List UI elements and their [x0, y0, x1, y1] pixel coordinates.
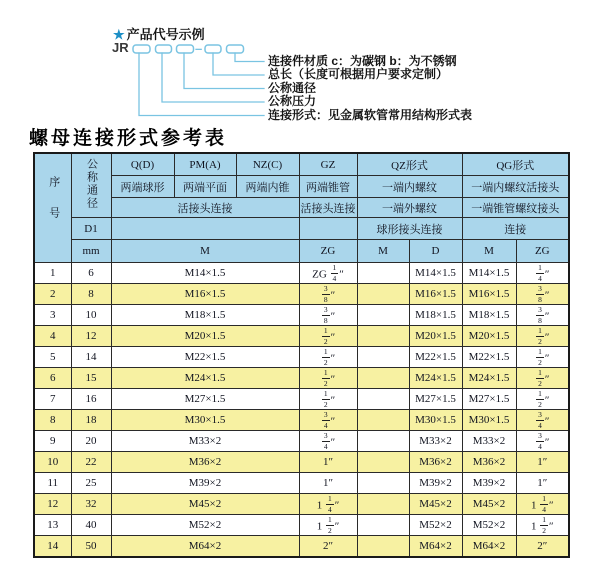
header-d1: D1 — [71, 218, 111, 240]
table-cell: 2 — [34, 284, 71, 305]
table-cell: $\frac{1}{2}$ ″ — [516, 326, 569, 347]
connector-line — [139, 53, 264, 116]
table-cell: $\frac{3}{4}$ ″ — [299, 410, 357, 431]
header-qz-connection: 球形接头连接 — [357, 218, 462, 240]
table-cell: $\frac{1}{2}$ ″ — [299, 347, 357, 368]
table-cell: M30×1.5 — [409, 410, 462, 431]
table-cell: M30×1.5 — [111, 410, 299, 431]
table-cell — [357, 326, 409, 347]
table-cell: M33×2 — [409, 431, 462, 452]
connector-line — [235, 53, 264, 62]
table-cell: M14×1.5 — [409, 263, 462, 284]
header-qz-desc2: 一端外螺纹 — [357, 198, 462, 218]
table-cell: 12 — [34, 494, 71, 515]
table-cell: M22×1.5 — [111, 347, 299, 368]
table-cell: M22×1.5 — [462, 347, 516, 368]
table-cell: $\frac{1}{4}$ ″ — [516, 263, 569, 284]
table-cell: $\frac{1}{2}$ ″ — [516, 368, 569, 389]
table-row — [34, 452, 569, 473]
code-box — [227, 45, 244, 53]
header-gz-desc: 两端锥管 — [299, 176, 357, 198]
table-cell: 1 $\frac{1}{4}$ ″ — [516, 494, 569, 515]
table-cell: 10 — [71, 305, 111, 326]
table-cell — [357, 368, 409, 389]
table-cell: $\frac{1}{2}$ ″ — [299, 368, 357, 389]
header-seq — [34, 153, 71, 263]
code-label-diameter: 公称通径 — [268, 81, 317, 95]
code-box — [156, 45, 172, 53]
header-gz-connection: 活接头连接 — [299, 198, 357, 218]
table-cell: $\frac{3}{4}$ ″ — [516, 431, 569, 452]
table-cell: 4 — [34, 326, 71, 347]
table-cell: M36×2 — [409, 452, 462, 473]
table-cell: M27×1.5 — [462, 389, 516, 410]
table-cell: 1″ — [299, 473, 357, 494]
table-row — [34, 305, 569, 326]
header-qz-desc1: 一端内螺纹 — [357, 176, 462, 198]
table-cell: M14×1.5 — [462, 263, 516, 284]
table-cell: M64×2 — [409, 536, 462, 558]
table-cell: $\frac{3}{8}$ ″ — [516, 305, 569, 326]
diagram-title-text: 产品代号示例 — [126, 27, 205, 42]
table-cell: 12 — [71, 326, 111, 347]
table-cell — [357, 494, 409, 515]
table-row — [34, 389, 569, 410]
table-cell: M39×2 — [409, 473, 462, 494]
table-row — [34, 431, 569, 452]
header-qz-d: D — [409, 240, 462, 263]
table-cell: M27×1.5 — [111, 389, 299, 410]
table-cell: 9 — [34, 431, 71, 452]
header-m: M — [111, 240, 299, 263]
header-q: Q(D) — [111, 153, 174, 176]
table-cell: $\frac{3}{8}$ ″ — [516, 284, 569, 305]
connector-line — [184, 53, 264, 89]
table-cell — [357, 347, 409, 368]
code-label-total-length: 总长（长度可根据用户要求定制） — [268, 67, 449, 81]
table-cell: M36×2 — [111, 452, 299, 473]
table-cell: $\frac{1}{2}$ ″ — [516, 347, 569, 368]
table-cell — [357, 431, 409, 452]
table-row — [34, 494, 569, 515]
header-nominal-diameter-label: 公称通径 — [85, 158, 98, 210]
table-cell: 22 — [71, 452, 111, 473]
table-cell: 6 — [34, 368, 71, 389]
product-code-prefix: JR — [112, 40, 129, 55]
table-cell: M36×2 — [462, 452, 516, 473]
table-cell: 18 — [71, 410, 111, 431]
table-cell: $\frac{1}{2}$ ″ — [299, 389, 357, 410]
table-cell: 20 — [71, 431, 111, 452]
code-label-material: 连接件材质 c：为碳钢 b：为不锈钢 — [268, 54, 457, 68]
header-nominal-diameter — [71, 153, 111, 218]
table-cell: M45×2 — [462, 494, 516, 515]
table-cell — [357, 515, 409, 536]
table-cell: 16 — [71, 389, 111, 410]
header-blank-gz — [299, 218, 357, 240]
header-qg-connection: 连接 — [462, 218, 569, 240]
table-cell: M24×1.5 — [462, 368, 516, 389]
table-cell: 1″ — [516, 452, 569, 473]
header-union-connection: 活接头连接 — [111, 198, 299, 218]
code-box — [177, 45, 194, 53]
table-row — [34, 263, 569, 284]
table-cell: 14 — [34, 536, 71, 558]
header-qg-desc2: 一端锥管螺纹接头 — [462, 198, 569, 218]
header-gz: GZ — [299, 153, 357, 176]
table-cell: 14 — [71, 347, 111, 368]
table-cell: 8 — [71, 284, 111, 305]
header-pm-desc: 两端平面 — [174, 176, 236, 198]
table-title: 螺母连接形式参考表 — [29, 128, 228, 149]
table-cell: 2″ — [299, 536, 357, 558]
table-cell: $\frac{3}{8}$ ″ — [299, 284, 357, 305]
header-nz: NZ(C) — [236, 153, 299, 176]
table-cell — [357, 536, 409, 558]
table-cell — [357, 410, 409, 431]
table-cell: $\frac{1}{2}$ ″ — [516, 389, 569, 410]
table-cell: 1 $\frac{1}{4}$ ″ — [299, 494, 357, 515]
table-cell: 7 — [34, 389, 71, 410]
table-cell: ZG $\frac{1}{4}$ ″ — [299, 263, 357, 284]
table-cell: M45×2 — [111, 494, 299, 515]
table-row — [34, 368, 569, 389]
table-row — [34, 284, 569, 305]
table-cell: M20×1.5 — [111, 326, 299, 347]
table-cell: M22×1.5 — [409, 347, 462, 368]
table-row — [34, 326, 569, 347]
table-row — [34, 473, 569, 494]
table-cell — [357, 473, 409, 494]
table-cell: M30×1.5 — [462, 410, 516, 431]
table-cell: M18×1.5 — [409, 305, 462, 326]
table-cell: 1″ — [516, 473, 569, 494]
table-cell: 13 — [34, 515, 71, 536]
code-separator: – — [195, 41, 203, 56]
table-cell: M52×2 — [409, 515, 462, 536]
header-qg-m: M — [462, 240, 516, 263]
table-cell: 1 — [34, 263, 71, 284]
table-cell: 1 $\frac{1}{2}$ ″ — [299, 515, 357, 536]
table-cell: M45×2 — [409, 494, 462, 515]
table-cell — [357, 389, 409, 410]
table-cell: M64×2 — [111, 536, 299, 558]
header-qg-form: QG形式 — [462, 153, 569, 176]
table-cell: M14×1.5 — [111, 263, 299, 284]
table-cell: 1″ — [299, 452, 357, 473]
header-nz-desc: 两端内锥 — [236, 176, 299, 198]
table-cell: 11 — [34, 473, 71, 494]
table-row — [34, 347, 569, 368]
star-icon: ★ — [113, 27, 125, 42]
table-cell: M20×1.5 — [409, 326, 462, 347]
table-cell: M52×2 — [462, 515, 516, 536]
table-row — [34, 536, 569, 558]
table-cell: M33×2 — [111, 431, 299, 452]
header-mm: mm — [71, 240, 111, 263]
table-cell: 3 — [34, 305, 71, 326]
header-qz-m: M — [357, 240, 409, 263]
table-cell — [357, 284, 409, 305]
header-blank-m — [111, 218, 299, 240]
code-label-pressure: 公称压力 — [268, 94, 317, 108]
code-box — [133, 45, 150, 53]
table-cell: 25 — [71, 473, 111, 494]
table-cell: M16×1.5 — [111, 284, 299, 305]
table-cell: 1 $\frac{1}{2}$ ″ — [516, 515, 569, 536]
table-cell: M24×1.5 — [409, 368, 462, 389]
table-row — [34, 515, 569, 536]
header-pm: PM(A) — [174, 153, 236, 176]
table-cell — [357, 305, 409, 326]
table-cell: 2″ — [516, 536, 569, 558]
header-qg-desc1: 一端内螺纹活接头 — [462, 176, 569, 198]
header-seq-label: 序号 — [47, 175, 60, 238]
table-cell: 8 — [34, 410, 71, 431]
table-cell: M64×2 — [462, 536, 516, 558]
code-label-connection: 连接形式：见金属软管常用结构形式表 — [268, 108, 473, 122]
table-cell: 50 — [71, 536, 111, 558]
table-cell: M24×1.5 — [111, 368, 299, 389]
table-cell: $\frac{3}{8}$ ″ — [299, 305, 357, 326]
header-q-desc: 两端球形 — [111, 176, 174, 198]
table-cell: M39×2 — [111, 473, 299, 494]
table-cell: 32 — [71, 494, 111, 515]
table-cell: M52×2 — [111, 515, 299, 536]
table-cell: 5 — [34, 347, 71, 368]
table-cell: $\frac{3}{4}$ ″ — [299, 431, 357, 452]
table-cell — [357, 452, 409, 473]
table-cell: 40 — [71, 515, 111, 536]
reference-table — [33, 152, 570, 558]
table-cell: M16×1.5 — [409, 284, 462, 305]
header-zg: ZG — [299, 240, 357, 263]
table-cell: M18×1.5 — [111, 305, 299, 326]
table-cell: M18×1.5 — [462, 305, 516, 326]
table-cell: 10 — [34, 452, 71, 473]
code-box — [205, 45, 221, 53]
table-cell — [357, 263, 409, 284]
table-cell: $\frac{3}{4}$ ″ — [516, 410, 569, 431]
table-cell: 6 — [71, 263, 111, 284]
header-qg-zg: ZG — [516, 240, 569, 263]
table-cell: 15 — [71, 368, 111, 389]
table-cell: M20×1.5 — [462, 326, 516, 347]
header-qz-form: QZ形式 — [357, 153, 462, 176]
table-cell: $\frac{1}{2}$ ″ — [299, 326, 357, 347]
table-cell: M33×2 — [462, 431, 516, 452]
table-cell: M27×1.5 — [409, 389, 462, 410]
table-cell: M16×1.5 — [462, 284, 516, 305]
table-row — [34, 410, 569, 431]
connector-line — [213, 53, 264, 75]
table-body — [34, 263, 569, 558]
table-cell: M39×2 — [462, 473, 516, 494]
